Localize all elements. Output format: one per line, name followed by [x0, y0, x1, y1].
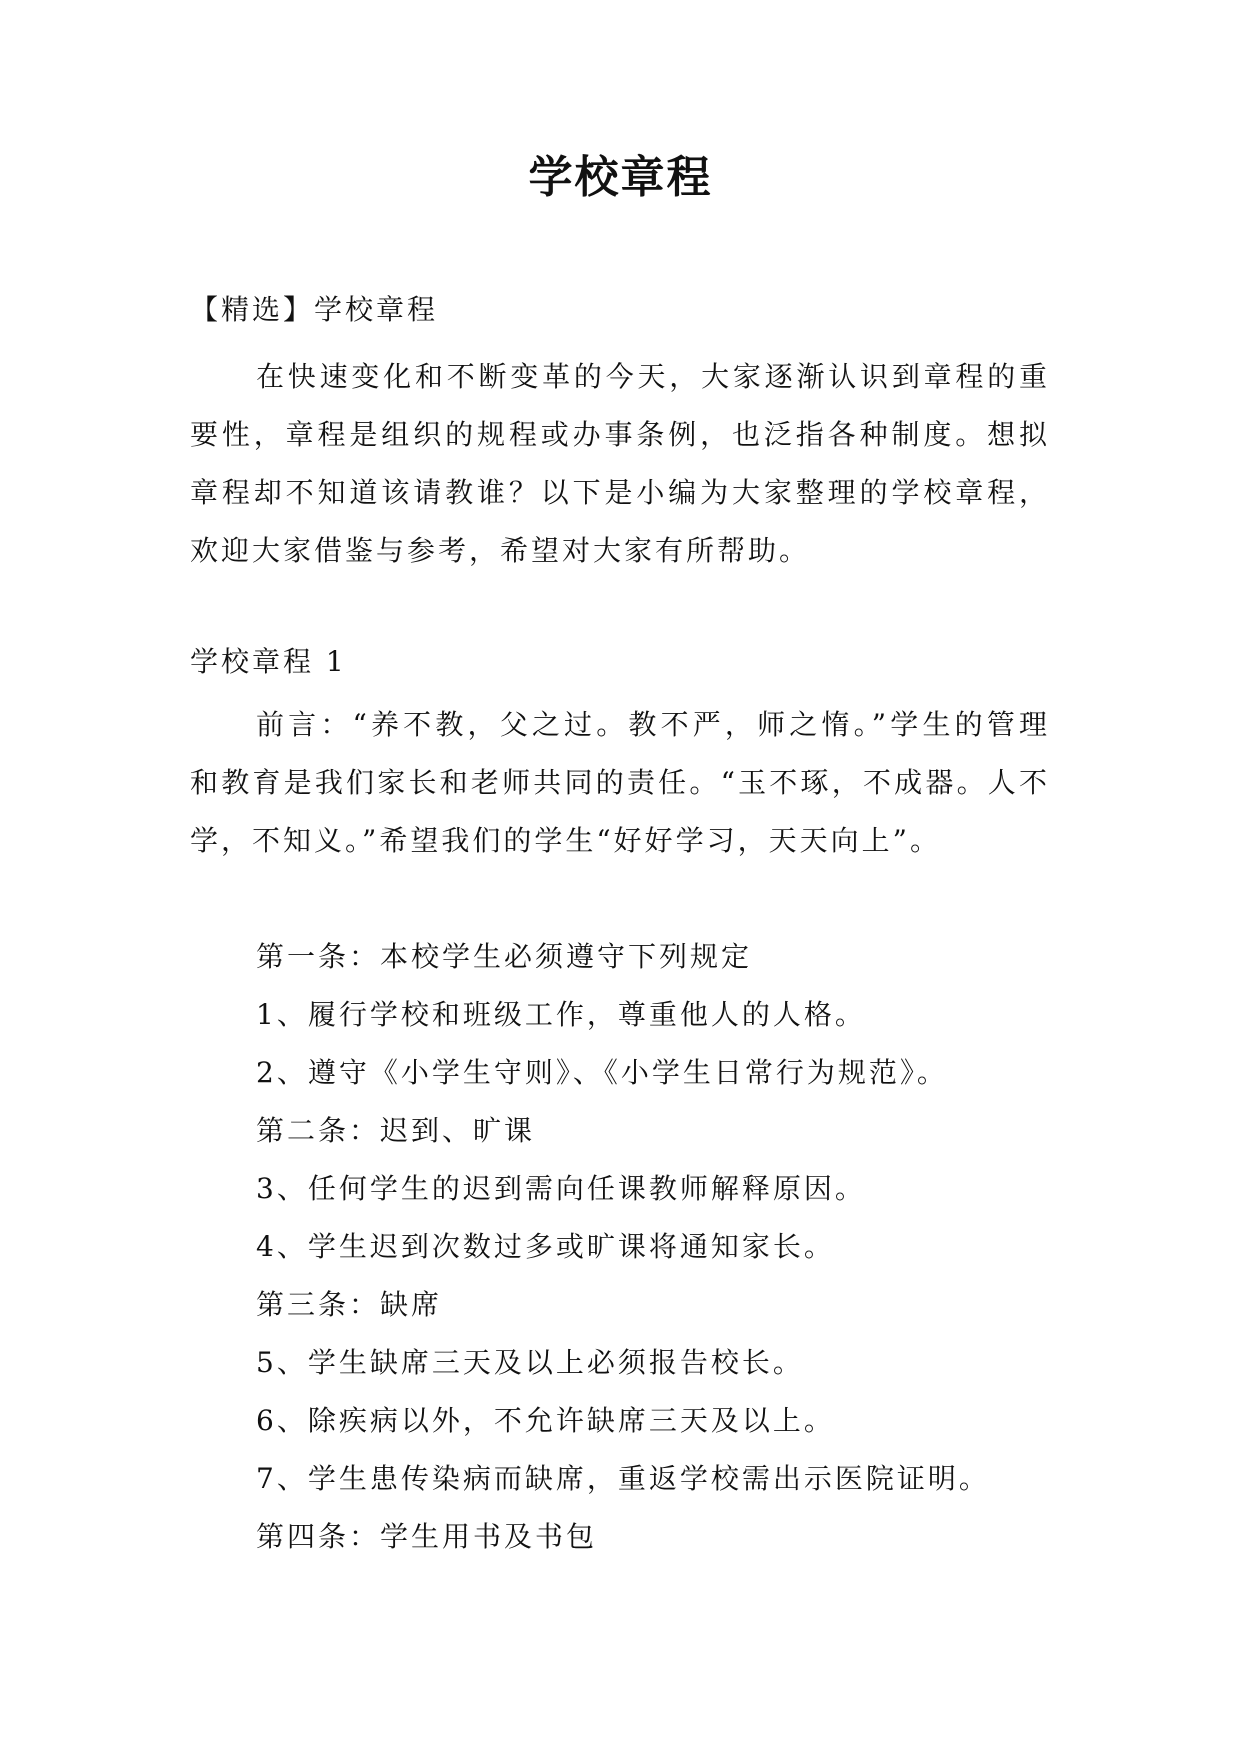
article-heading-4: 第四条：学生用书及书包 [256, 1520, 598, 1553]
regulation-item-1: 1、履行学校和班级工作，尊重他人的人格。 [256, 998, 866, 1031]
regulation-item-2: 2、遵守《小学生守则》、《小学生日常行为规范》。 [256, 1056, 948, 1089]
article-heading-2: 第二条：迟到、旷课 [256, 1114, 536, 1147]
regulation-item-5: 5、学生缺席三天及以上必须报告校长。 [256, 1346, 804, 1379]
regulation-item-4: 4、学生迟到次数过多或旷课将通知家长。 [256, 1230, 835, 1263]
regulation-item-3: 3、任何学生的迟到需向任课教师解释原因。 [256, 1172, 866, 1205]
document-title: 学校章程 [528, 152, 713, 203]
section-heading: 学校章程 1 [190, 645, 347, 678]
regulation-list [256, 928, 990, 1566]
article-heading-3: 第三条：缺席 [256, 1288, 443, 1321]
article-heading-1: 第一条：本校学生必须遵守下列规定 [256, 940, 753, 973]
regulation-item-7: 7、学生患传染病而缺席，重返学校需出示医院证明。 [256, 1462, 990, 1495]
document-subtitle: 【精选】学校章程 [190, 293, 439, 326]
intro-paragraph: 在快速变化和不断变革的今天，大家逐渐认识到章程的重要性，章程是组织的规程或办事条例，也泛指各种制度。想拟章程却不知道该请教谁？以下是小编为大家整理的学校章程，欢迎大家借鉴与参考，希望对大家有所帮助。 [190, 360, 1050, 567]
preface-paragraph: 前言：“养不教，父之过。教不严，师之惰。”学生的管理和教育是我们家长和老师共同的责任。“玉不琢，不成器。人不学，不知义。”希望我们的学生“好好学习，天天向上”。 [190, 708, 1050, 857]
regulation-item-6: 6、除疾病以外，不允许缺席三天及以上。 [256, 1404, 835, 1437]
